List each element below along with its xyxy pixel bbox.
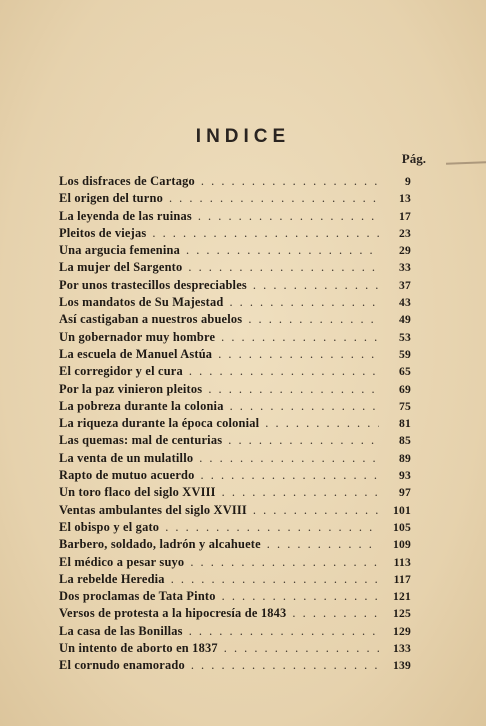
toc-leader-dots	[229, 294, 379, 311]
toc-entry-title: Las quemas: mal de centurias	[59, 433, 223, 448]
toc-entry-title: La venta de un mulatillo	[59, 450, 194, 465]
toc-entry	[59, 259, 411, 276]
toc-entry-title: Un gobernador muy hombre	[59, 329, 216, 344]
toc-entry	[59, 242, 411, 259]
toc-entry	[59, 484, 411, 501]
toc-entry	[59, 588, 411, 605]
toc-entry-title: El obispo y el gato	[59, 519, 160, 534]
toc-entry-title: La mujer del Sargento	[59, 260, 183, 275]
toc-leader-dots	[248, 311, 379, 328]
toc-entry-page: 13	[399, 192, 411, 206]
toc-leader-dots	[292, 605, 379, 622]
table-of-contents	[59, 173, 411, 675]
toc-entry-title: Pleitos de viejas	[59, 225, 147, 240]
toc-entry	[59, 554, 411, 571]
toc-entry-page: 93	[399, 469, 411, 483]
toc-leader-dots	[191, 657, 379, 674]
toc-leader-dots	[171, 571, 379, 588]
toc-entry-page: 133	[393, 642, 411, 656]
toc-entry	[59, 450, 411, 467]
toc-entry-title: Rapto de mutuo acuerdo	[59, 468, 195, 483]
toc-entry-page: 101	[393, 503, 411, 517]
toc-entry-page: 69	[399, 382, 411, 396]
toc-entry-page: 125	[393, 607, 411, 621]
toc-entry	[59, 173, 411, 190]
toc-entry	[59, 519, 411, 536]
page-edge-mark	[446, 161, 486, 164]
toc-entry	[59, 294, 411, 311]
toc-entry-title: Un toro flaco del siglo XVIII	[59, 485, 216, 500]
toc-entry	[59, 605, 411, 622]
toc-entry	[59, 623, 411, 640]
toc-entry-title: Barbero, soldado, ladrón y alcahuete	[59, 537, 261, 552]
toc-entry-title: La casa de las Bonillas	[59, 623, 183, 638]
toc-entry-title: La riqueza durante la época colonial	[59, 416, 260, 431]
toc-leader-dots	[201, 467, 379, 484]
toc-entry-page: 85	[399, 434, 411, 448]
toc-entry	[59, 432, 411, 449]
toc-leader-dots	[265, 415, 379, 432]
toc-entry	[59, 415, 411, 432]
toc-entry-title: Un intento de aborto en 1837	[59, 641, 218, 656]
toc-leader-dots	[222, 588, 379, 605]
toc-entry-page: 109	[393, 538, 411, 552]
toc-entry	[59, 208, 411, 225]
toc-entry-page: 23	[399, 226, 411, 240]
toc-entry	[59, 311, 411, 328]
toc-entry-page: 9	[405, 175, 411, 188]
toc-entry-title: Ventas ambulantes del siglo XVIII	[59, 502, 247, 517]
toc-entry-page: 117	[393, 572, 411, 586]
toc-leader-dots	[253, 277, 379, 294]
toc-leader-dots	[189, 623, 379, 640]
toc-entry-title: La escuela de Manuel Astúa	[59, 346, 213, 361]
toc-entry	[59, 277, 411, 294]
toc-entry	[59, 502, 411, 519]
toc-entry-page: 139	[393, 659, 411, 673]
toc-entry-page: 81	[399, 417, 411, 431]
toc-leader-dots	[228, 432, 379, 449]
toc-entry-title: Versos de protesta a la hipocresía de 1843	[59, 606, 287, 621]
toc-entry-title: La leyenda de las ruinas	[59, 208, 192, 223]
toc-leader-dots	[230, 398, 379, 415]
toc-leader-dots	[222, 484, 379, 501]
toc-leader-dots	[224, 640, 379, 657]
toc-entry-page: 89	[399, 451, 411, 465]
toc-entry	[59, 329, 411, 346]
toc-entry-page: 59	[399, 347, 411, 361]
toc-leader-dots	[221, 329, 379, 346]
toc-leader-dots	[253, 502, 379, 519]
toc-entry-title: El cornudo enamorado	[59, 658, 185, 673]
toc-leader-dots	[186, 242, 379, 259]
toc-leader-dots	[189, 363, 379, 380]
toc-entry	[59, 225, 411, 242]
toc-entry-page: 113	[393, 555, 411, 569]
toc-entry-page: 33	[399, 261, 411, 275]
toc-entry	[59, 190, 411, 207]
toc-entry-title: Dos proclamas de Tata Pinto	[59, 589, 216, 604]
toc-leader-dots	[267, 536, 379, 553]
toc-entry-title: Así castigaban a nuestros abuelos	[59, 312, 243, 327]
toc-entry-title: El origen del turno	[59, 191, 163, 206]
toc-leader-dots	[199, 450, 379, 467]
toc-entry	[59, 346, 411, 363]
toc-entry-title: La rebelde Heredia	[59, 571, 165, 586]
toc-entry	[59, 467, 411, 484]
toc-leader-dots	[169, 190, 379, 207]
toc-entry-page: 65	[399, 365, 411, 379]
toc-entry-page: 17	[399, 209, 411, 223]
toc-leader-dots	[152, 225, 379, 242]
toc-leader-dots	[188, 259, 379, 276]
toc-entry-title: Por la paz vinieron pleitos	[59, 381, 203, 396]
toc-entry-page: 49	[399, 313, 411, 327]
toc-entry-title: Los disfraces de Cartago	[59, 174, 195, 188]
toc-entry-title: Por unos trastecillos despreciables	[59, 277, 247, 292]
toc-entry-page: 43	[399, 296, 411, 310]
toc-entry-title: Los mandatos de Su Majestad	[59, 295, 224, 310]
toc-entry-page: 29	[399, 244, 411, 258]
toc-entry	[59, 640, 411, 657]
toc-entry	[59, 536, 411, 553]
toc-leader-dots	[190, 554, 379, 571]
toc-entry-page: 121	[393, 590, 411, 604]
toc-entry	[59, 398, 411, 415]
toc-entry	[59, 363, 411, 380]
toc-entry	[59, 381, 411, 398]
toc-entry	[59, 657, 411, 674]
toc-leader-dots	[218, 346, 379, 363]
toc-leader-dots	[198, 208, 379, 225]
toc-entry-page: 129	[393, 624, 411, 638]
toc-entry-page: 75	[399, 399, 411, 413]
toc-leader-dots	[208, 381, 379, 398]
toc-leader-dots	[201, 173, 379, 190]
toc-entry-page: 53	[399, 330, 411, 344]
toc-entry-page: 37	[399, 278, 411, 292]
page-title: INDICE	[195, 126, 291, 147]
toc-entry-title: Una argucia femenina	[59, 243, 181, 258]
toc-entry-page: 105	[393, 520, 411, 534]
page-column-label: Pág.	[401, 151, 426, 166]
toc-entry	[59, 571, 411, 588]
toc-entry-page: 97	[399, 486, 411, 500]
toc-entry-title: El corregidor y el cura	[59, 364, 183, 379]
toc-leader-dots	[165, 519, 379, 536]
toc-entry-title: La pobreza durante la colonia	[59, 398, 224, 413]
toc-entry-title: El médico a pesar suyo	[59, 554, 185, 569]
